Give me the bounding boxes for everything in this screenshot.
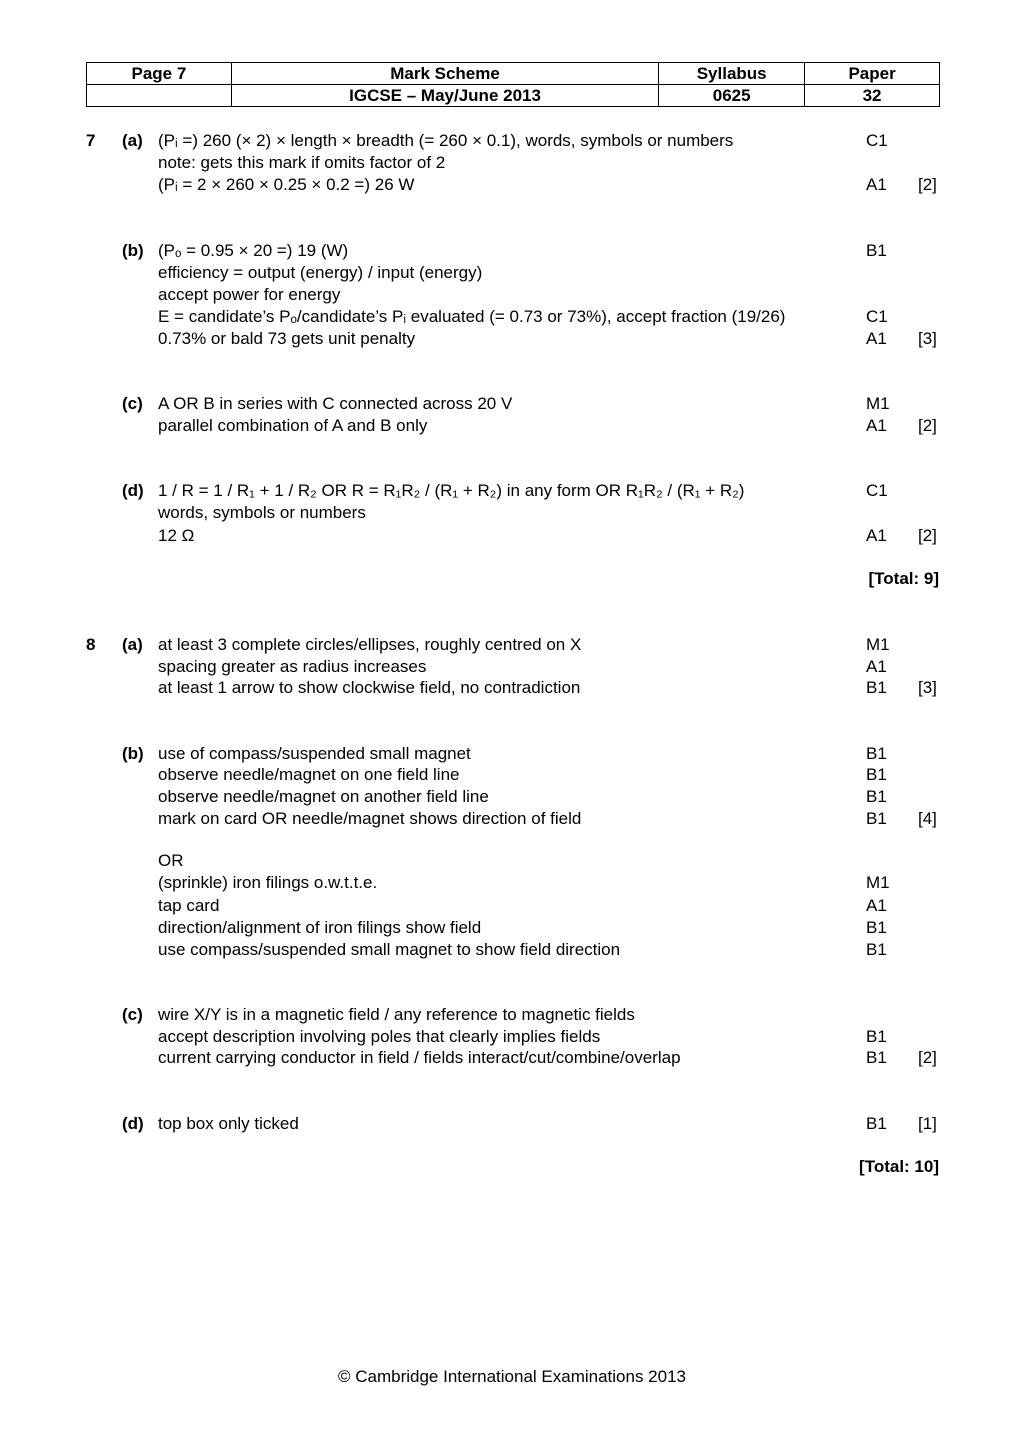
question-total: [Total: 10] (859, 1157, 939, 1176)
mark-code: C1 (866, 131, 888, 150)
answer-line: mark on card OR needle/magnet shows direction of field (158, 809, 582, 828)
answer-line: (sprinkle) iron filings o.w.t.t.e. (158, 873, 378, 892)
mark-code: B1 (866, 1027, 887, 1046)
answer-line: (Pᵢ =) 260 (× 2) × length × breadth (= 260 × 0.1), words, symbols or numbers (158, 131, 734, 150)
answer-line: A OR B in series with C connected across 20 V (158, 394, 513, 413)
mark-code: A1 (866, 896, 887, 915)
question-number: 8 (86, 635, 96, 654)
paper-label: Paper (805, 63, 940, 85)
answer-line: observe needle/magnet on another field line (158, 787, 489, 806)
header-table (86, 62, 940, 107)
mark-code: B1 (866, 678, 887, 697)
part-total: [3] (918, 329, 937, 348)
mark-code: B1 (866, 1114, 887, 1133)
mark-code: A1 (866, 526, 887, 545)
answer-line: at least 1 arrow to show clockwise field, no contradiction (158, 678, 581, 697)
mark-code: A1 (866, 175, 887, 194)
mark-code: M1 (866, 394, 890, 413)
mark-code: A1 (866, 657, 887, 676)
answer-line: (Pᵢ = 2 × 260 × 0.25 × 0.2 =) 26 W (158, 175, 415, 194)
exam-session: IGCSE – May/June 2013 (231, 85, 658, 107)
mark-code: B1 (866, 940, 887, 959)
mark-code: C1 (866, 481, 888, 500)
mark-code: B1 (866, 918, 887, 937)
answer-line: 1 / R = 1 / R₁ + 1 / R₂ OR R = R₁R₂ / (R₁ + R₂) in any form OR R₁R₂ / (R₁ + R₂) (158, 481, 745, 500)
answer-line: note: gets this mark if omits factor of 2 (158, 153, 446, 172)
answer-line: at least 3 complete circles/ellipses, roughly centred on X (158, 635, 582, 654)
doc-title: Mark Scheme (231, 63, 658, 85)
page-number: Page 7 (87, 63, 232, 85)
mark-code: A1 (866, 416, 887, 435)
answer-line: words, symbols or numbers (158, 503, 366, 522)
answer-line: parallel combination of A and B only (158, 416, 428, 435)
alternative-label: OR (158, 851, 184, 870)
syllabus-code: 0625 (659, 85, 805, 107)
part-label: (a) (122, 131, 143, 150)
part-total: [3] (918, 678, 937, 697)
answer-line: use compass/suspended small magnet to show field direction (158, 940, 621, 959)
answer-line: efficiency = output (energy) / input (energy) (158, 263, 483, 282)
answer-line: 12 Ω (158, 526, 195, 545)
part-total: [2] (918, 416, 937, 435)
mark-code: B1 (866, 765, 887, 784)
part-total: [1] (918, 1114, 937, 1133)
question-number: 7 (86, 131, 96, 150)
syllabus-label: Syllabus (659, 63, 805, 85)
mark-code: B1 (866, 744, 887, 763)
answer-line: top box only ticked (158, 1114, 299, 1133)
part-label: (d) (122, 481, 144, 500)
mark-code: A1 (866, 329, 887, 348)
answer-line: tap card (158, 896, 220, 915)
mark-code: B1 (866, 809, 887, 828)
mark-code: M1 (866, 873, 890, 892)
answer-line: observe needle/magnet on one field line (158, 765, 460, 784)
empty-cell (87, 85, 232, 107)
answer-line: spacing greater as radius increases (158, 657, 427, 676)
mark-code: B1 (866, 787, 887, 806)
mark-code: B1 (866, 1048, 887, 1067)
part-total: [2] (918, 526, 937, 545)
part-label: (b) (122, 241, 144, 260)
paper-number: 32 (805, 85, 940, 107)
answer-line: (Pₒ = 0.95 × 20 =) 19 (W) (158, 241, 349, 260)
answer-line: E = candidate’s Pₒ/candidate’s Pᵢ evaluated (= 0.73 or 73%), accept fraction (19/26) (158, 307, 786, 326)
part-label: (c) (122, 1005, 143, 1024)
mark-code: B1 (866, 241, 887, 260)
mark-code: M1 (866, 635, 890, 654)
part-total: [4] (918, 809, 937, 828)
part-total: [2] (918, 1048, 937, 1067)
answer-line: direction/alignment of iron filings show field (158, 918, 482, 937)
question-total: [Total: 9] (868, 569, 939, 588)
part-label: (c) (122, 394, 143, 413)
answer-line: wire X/Y is in a magnetic field / any reference to magnetic fields (158, 1005, 635, 1024)
part-label: (d) (122, 1114, 144, 1133)
part-label: (b) (122, 744, 144, 763)
answer-line: 0.73% or bald 73 gets unit penalty (158, 329, 416, 348)
part-total: [2] (918, 175, 937, 194)
copyright-footer: © Cambridge International Examinations 2013 (337, 1367, 686, 1386)
part-label: (a) (122, 635, 143, 654)
mark-code: C1 (866, 307, 888, 326)
answer-line: accept description involving poles that clearly implies fields (158, 1027, 601, 1046)
answer-line: use of compass/suspended small magnet (158, 744, 471, 763)
answer-line: accept power for energy (158, 285, 341, 304)
answer-line: current carrying conductor in field / fields interact/cut/combine/overlap (158, 1048, 681, 1067)
